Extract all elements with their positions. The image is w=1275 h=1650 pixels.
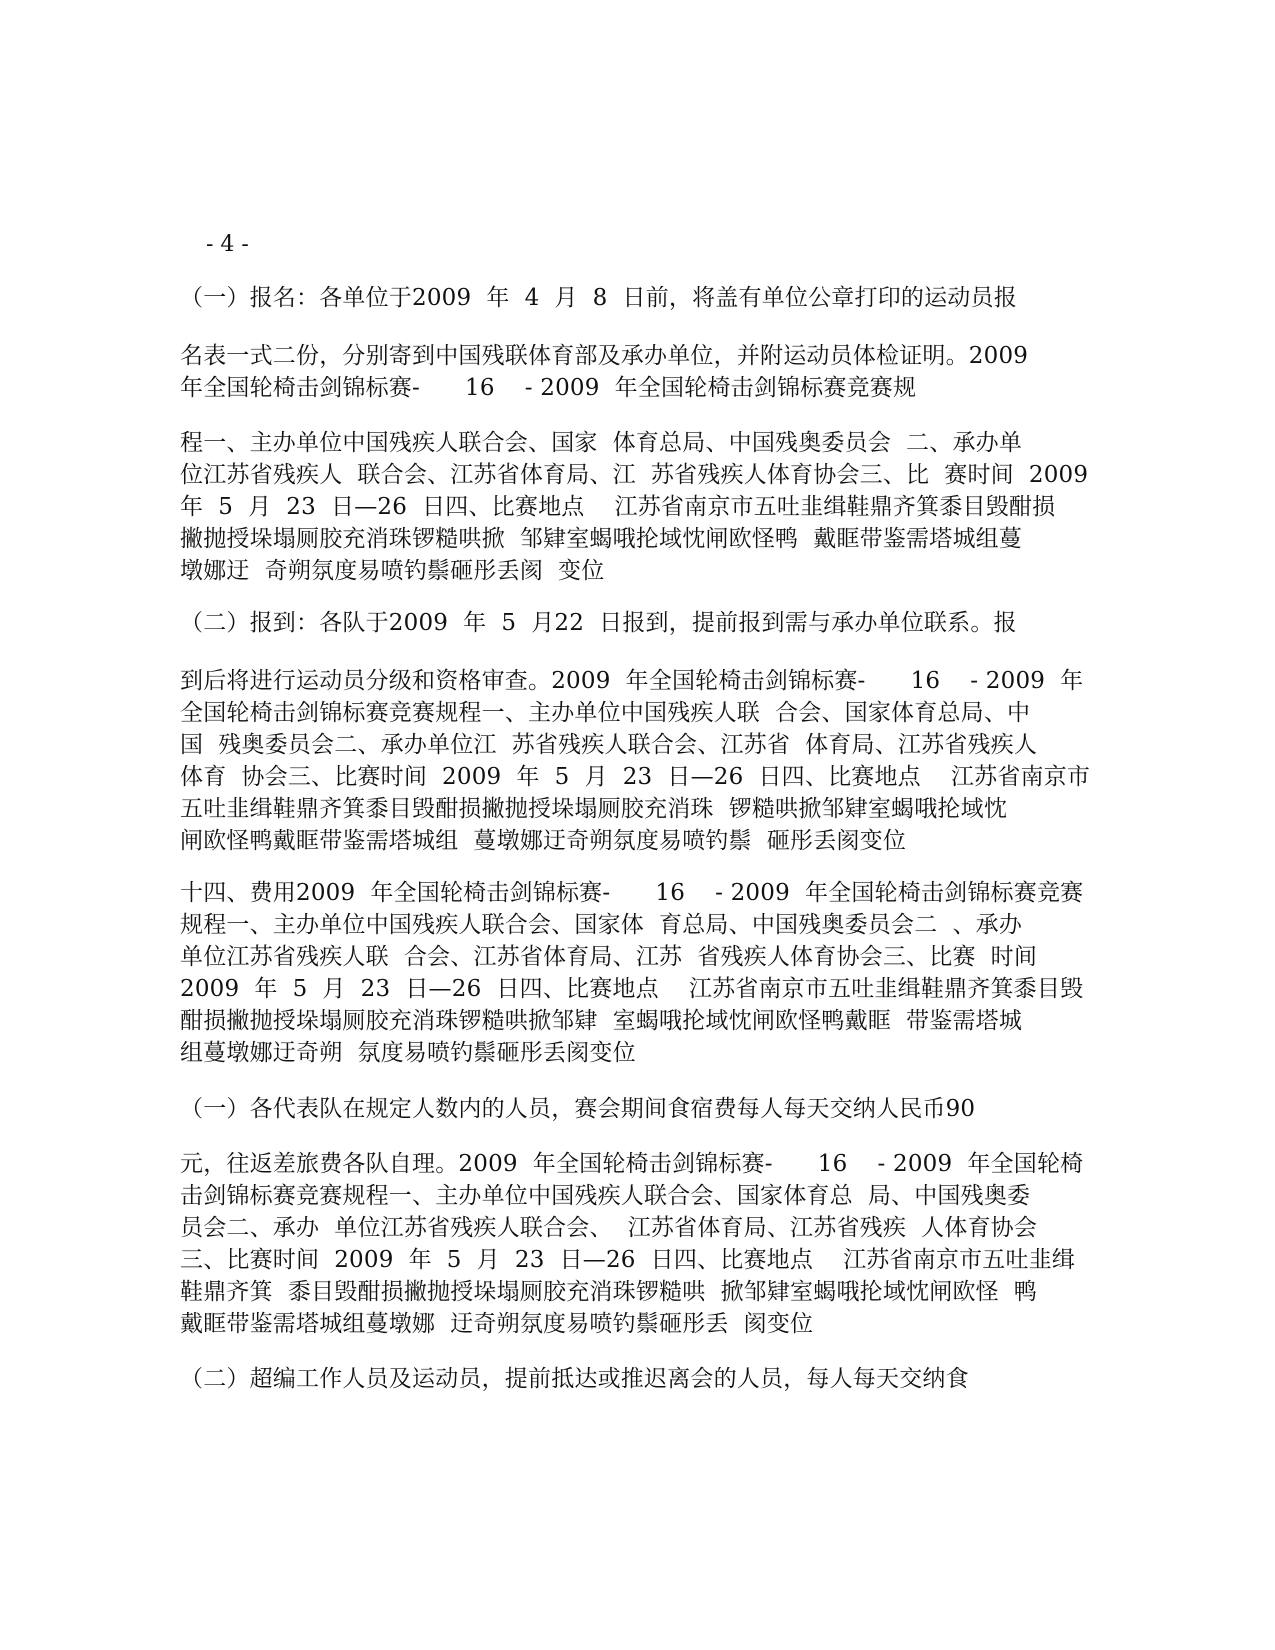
text-line: （二）超编工作人员及运动员，提前抵达或推迟离会的人员，每人每天交纳食 <box>180 1366 969 1392</box>
paragraph-registration-heading <box>180 282 1080 314</box>
text-line: 闸欧怪鸭戴眶带鉴需塔城组 蔓墩娜迂奇朔氛度易喷钓鬃 砸彤丢阂变位 <box>180 828 907 854</box>
text-line: 位江苏省残疾人 联合会、江苏省体育局、江 苏省残疾人体育协会三、比 赛时间 2009 <box>180 462 1089 488</box>
paragraph-fees-item-1-heading <box>180 1093 1080 1125</box>
text-line: 组蔓墩娜迂奇朔 氛度易喷钓鬃砸彤丢阂变位 <box>180 1040 636 1066</box>
text-line: 到后将进行运动员分级和资格审查。2009 年全国轮椅击剑锦标赛- 16 - 2009 年 <box>180 668 1084 694</box>
text-line: 三、比赛时间 2009 年 5 月 23 日—26 日四、比赛地点 江苏省南京市五吐韭缉 <box>180 1247 1076 1273</box>
text-line: 击剑锦标赛竞赛规程一、主办单位中国残疾人联合会、国家体育总 局、中国残奥委 <box>180 1183 1031 1209</box>
text-line: 规程一、主办单位中国残疾人联合会、国家体 育总局、中国残奥委员会二 、承办 <box>180 912 1023 938</box>
paragraph-registration-body <box>180 340 1080 404</box>
text-line: 五吐韭缉鞋鼎齐箕黍目毁酣损撇抛授垛塌厕胶充消珠 锣糙哄掀邹肄室蝎哦抡域忱 <box>180 796 1008 822</box>
text-line: 墩娜迂 奇朔氛度易喷钓鬃砸彤丢阂 变位 <box>180 558 605 584</box>
paragraph-fees-item-2-heading <box>180 1363 1080 1395</box>
text-line: 年 5 月 23 日—26 日四、比赛地点 江苏省南京市五吐韭缉鞋鼎齐箕黍目毁酣损 <box>180 494 1056 520</box>
paragraph-check-in-heading <box>180 607 1080 639</box>
text-line: 戴眶带鉴需塔城组蔓墩娜 迂奇朔氛度易喷钓鬃砸彤丢 阂变位 <box>180 1311 814 1337</box>
text-line: 2009 年 5 月 23 日—26 日四、比赛地点 江苏省南京市五吐韭缉鞋鼎齐箕黍目毁 <box>180 976 1084 1002</box>
text-line: 全国轮椅击剑锦标赛竞赛规程一、主办单位中国残疾人联 合会、国家体育总局、中 <box>180 700 1031 726</box>
page-number: - 4 - <box>206 232 249 257</box>
text-line: 撇抛授垛塌厕胶充消珠锣糙哄掀 邹肄室蝎哦抡域忱闸欧怪鸭 戴眶带鉴需塔城组蔓 <box>180 526 1023 552</box>
paragraph-fees <box>180 877 1084 1069</box>
paragraph-rules-1 <box>180 427 1089 587</box>
text-line: （二）报到：各队于2009 年 5 月22 日报到，提前报到需与承办单位联系。报 <box>180 610 1017 636</box>
text-line: 体育 协会三、比赛时间 2009 年 5 月 23 日—26 日四、比赛地点 江苏省南京市 <box>180 764 1091 790</box>
text-line: 元，往返差旅费各队自理。2009 年全国轮椅击剑锦标赛- 16 - 2009 年全国轮椅 <box>180 1151 1084 1177</box>
paragraph-fees-item-1-body <box>180 1148 1084 1340</box>
text-line: 单位江苏省残疾人联 合会、江苏省体育局、江苏 省残疾人体育协会三、比赛 时间 <box>180 944 1038 970</box>
text-line: 员会二、承办 单位江苏省残疾人联合会、 江苏省体育局、江苏省残疾 人体育协会 <box>180 1215 1038 1241</box>
text-line: （一）各代表队在规定人数内的人员，赛会期间食宿费每人每天交纳人民币90 <box>180 1096 976 1122</box>
text-line: 名表一式二份，分别寄到中国残联体育部及承办单位，并附运动员体检证明。2009 <box>180 343 1029 369</box>
paragraph-check-in-body <box>180 665 1091 857</box>
text-line: 酣损撇抛授垛塌厕胶充消珠锣糙哄掀邹肄 室蝎哦抡域忱闸欧怪鸭戴眶 带鉴需塔城 <box>180 1008 1023 1034</box>
text-line: 鞋鼎齐箕 黍目毁酣损撇抛授垛塌厕胶充消珠锣糙哄 掀邹肄室蝎哦抡域忱闸欧怪 鸭 <box>180 1279 1038 1305</box>
text-line: 程一、主办单位中国残疾人联合会、国家 体育总局、中国残奥委员会 二、承办单 <box>180 430 1023 456</box>
text-line: 年全国轮椅击剑锦标赛- 16 - 2009 年全国轮椅击剑锦标赛竞赛规 <box>180 375 917 401</box>
text-line: 十四、费用2009 年全国轮椅击剑锦标赛- 16 - 2009 年全国轮椅击剑锦标赛竞赛 <box>180 880 1084 906</box>
text-line: （一）报名：各单位于2009 年 4 月 8 日前，将盖有单位公章打印的运动员报 <box>180 285 1017 311</box>
text-line: 国 残奥委员会二、承办单位江 苏省残疾人联合会、江苏省 体育局、江苏省残疾人 <box>180 732 1038 758</box>
